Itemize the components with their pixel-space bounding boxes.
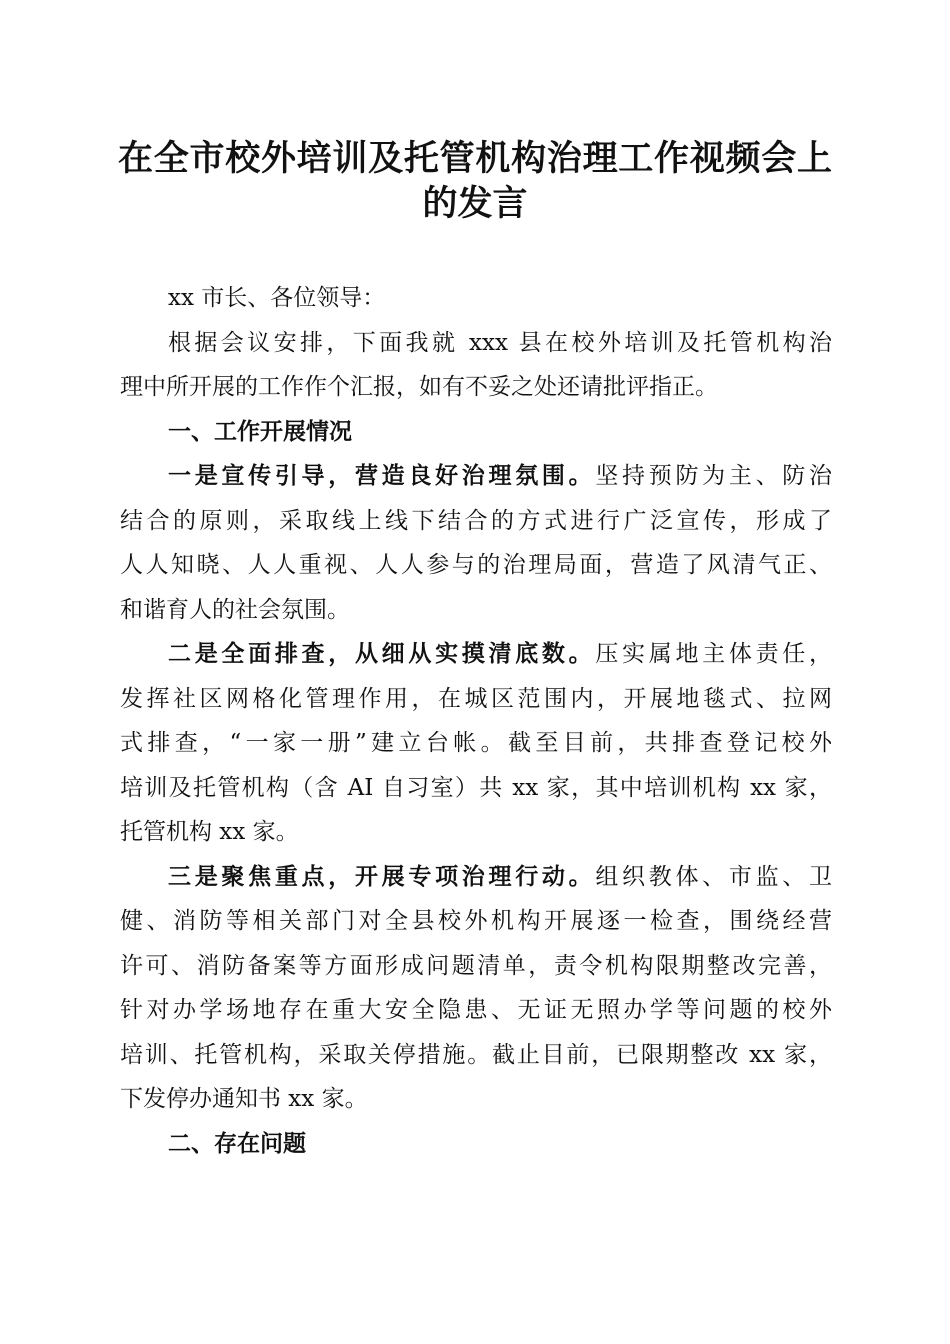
paragraph-2-first-line bbox=[120, 632, 832, 677]
paragraph-line: 和谐育人的社会氛围。 bbox=[120, 596, 350, 623]
paragraph-lead: 三是聚焦重点，开展专项治理行动。 bbox=[168, 862, 596, 890]
intro-line: 根据会议安排，下面我就 xxx 县在校外培训及托管机构治 bbox=[168, 329, 832, 356]
paragraph-lead: 二是全面排查，从细从实摸清底数。 bbox=[168, 640, 596, 667]
paragraph-1-first-line bbox=[120, 454, 832, 499]
title-line-1: 在全市校外培训及托管机构治理工作视频会上 bbox=[118, 138, 832, 179]
title-line-2: 的发言 bbox=[422, 183, 528, 224]
paragraph-line: 健、消防等相关部门对全县校外机构开展逐一检查，围绕经营 bbox=[120, 908, 832, 934]
paragraph-line: 培训及托管机构（含 AI 自习室）共 xx 家，其中培训机构 xx 家， bbox=[120, 774, 832, 801]
paragraph-line: 式排查，“一家一册”建立台帐。截至目前，共排查登记校外 bbox=[120, 730, 832, 756]
paragraph-line: 培训、托管机构，采取关停措施。截止目前，已限期整改 xx 家， bbox=[120, 1041, 832, 1068]
paragraph-lead: 一是宣传引导，营造良好治理氛围。 bbox=[168, 462, 596, 489]
paragraph-3-first-line bbox=[120, 855, 832, 900]
paragraph-line: 许可、消防备案等方面形成问题清单，责令机构限期整改完善， bbox=[120, 952, 832, 979]
paragraph-text: 压实属地主体责任， bbox=[595, 641, 832, 667]
paragraph-text: 组织教体、市监、卫 bbox=[595, 863, 832, 890]
intro-line: 理中所开展的工作作个汇报，如有不妥之处还请批评指正。 bbox=[120, 374, 718, 400]
document-title bbox=[118, 136, 832, 226]
salutation: xx 市长、各位领导： bbox=[168, 285, 386, 311]
paragraph-line: 针对办学场地存在重大安全隐患、无证无照办学等问题的校外 bbox=[120, 997, 832, 1023]
paragraph-line: 发挥社区网格化管理作用，在城区范围内，开展地毯式、拉网 bbox=[120, 685, 832, 712]
document-body bbox=[120, 276, 832, 1166]
paragraph-line: 结合的原则，采取线上线下结合的方式进行广泛宣传，形成了 bbox=[120, 507, 832, 534]
paragraph-line: 下发停办通知书 xx 家。 bbox=[120, 1086, 368, 1112]
paragraph-line: 托管机构 xx 家。 bbox=[120, 819, 299, 845]
section-heading-1: 一、工作开展情况 bbox=[168, 417, 352, 445]
paragraph-text: 坚持预防为主、防治 bbox=[595, 463, 832, 489]
section-heading-2: 二、存在问题 bbox=[168, 1129, 306, 1157]
paragraph-line: 人人知晓、人人重视、人人参与的治理局面，营造了风清气正、 bbox=[120, 552, 832, 578]
